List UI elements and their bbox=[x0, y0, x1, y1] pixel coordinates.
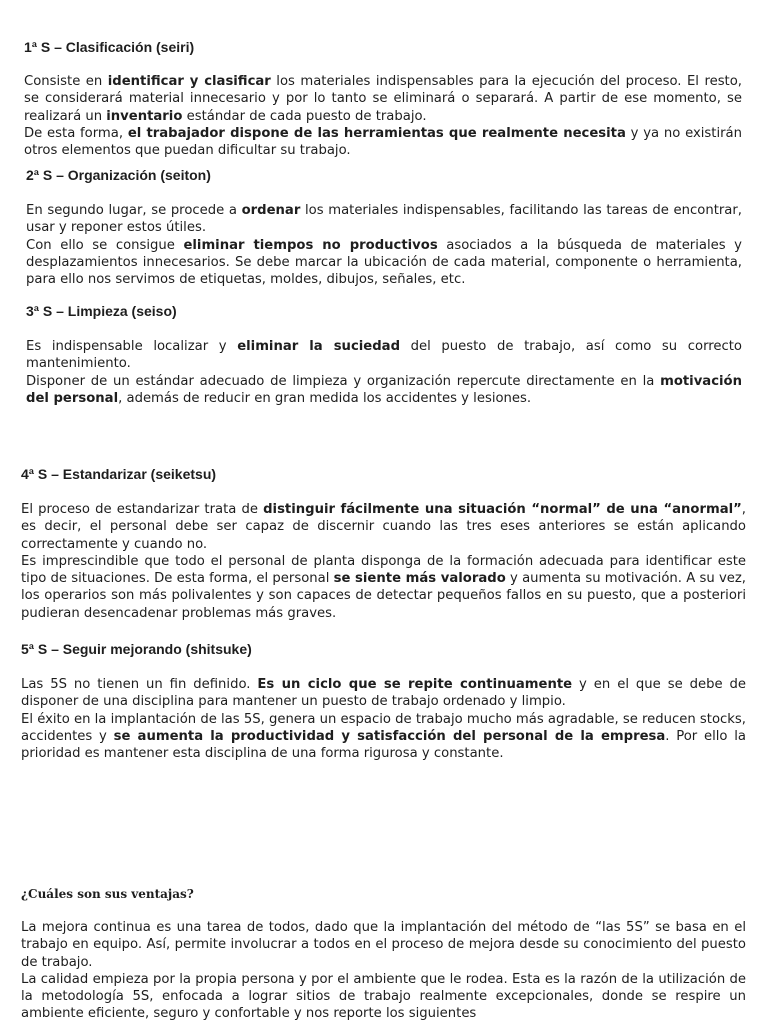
bold-text: ordenar bbox=[241, 203, 301, 218]
section-body bbox=[21, 919, 746, 1023]
text-run: Consiste en bbox=[24, 74, 108, 89]
paragraph bbox=[26, 202, 742, 237]
text-run: Es imprescindible que todo el personal de planta disponga de la formación adecuada para identificar este tipo de situaciones. De esta forma, el personal bbox=[21, 553, 746, 587]
section-heading: 4ª S – Estandarizar (seiketsu) bbox=[21, 466, 217, 482]
text-run: El proceso de estandarizar trata de bbox=[21, 502, 264, 517]
text-run: En segundo lugar, se procede a bbox=[26, 203, 242, 218]
bold-text: eliminar tiempos no productivos bbox=[183, 237, 438, 253]
text-run: , además de reducir en gran medida los accidentes y lesiones. bbox=[118, 390, 532, 406]
bold-text: Es un ciclo que se repite continuamente bbox=[257, 677, 573, 692]
bold-text: identificar y clasificar bbox=[107, 74, 271, 89]
paragraph bbox=[21, 711, 746, 763]
text-run: El éxito en la implantación de las 5S, genera un espacio de trabajo mucho más agradable, se reducen stocks, accidentes y bbox=[21, 711, 746, 744]
section-body bbox=[21, 501, 746, 622]
section-estandarizar bbox=[21, 466, 746, 622]
text-run: los materiales indispensables para la ejecución del proceso. El resto, se considerará material innecesario y por lo tanto se eliminará o separará. A partir de ese momento, se realizará un bbox=[24, 74, 742, 124]
text-run: Las 5S no tienen un fin definido. bbox=[21, 677, 258, 692]
section-seguir-mejorando bbox=[21, 641, 746, 762]
text-run: estándar de cada puesto de trabajo. bbox=[182, 108, 427, 124]
text-run: del puesto de trabajo, así como su correcto mantenimiento. bbox=[26, 339, 742, 372]
bold-text: eliminar la suciedad bbox=[237, 339, 401, 354]
section-heading: 5ª S – Seguir mejorando (shitsuke) bbox=[21, 641, 252, 657]
bold-text: el trabajador dispone de las herramientas que realmente necesita bbox=[127, 125, 626, 141]
paragraph bbox=[21, 919, 746, 971]
paragraph bbox=[21, 971, 746, 1023]
section-body bbox=[24, 73, 742, 159]
text-run: y ya no existirán otros elementos que puedan dificultar su trabajo. bbox=[24, 125, 742, 159]
paragraph bbox=[26, 338, 742, 373]
bold-text: motivación del personal bbox=[26, 373, 742, 406]
paragraph bbox=[21, 553, 746, 622]
text-run: los materiales indispensables, facilitando las tareas de encontrar, usar y reponer estos útiles. bbox=[26, 203, 742, 236]
bold-text: se aumenta la productividad y satisfacción del personal de la empresa bbox=[113, 728, 666, 744]
section-heading: 2ª S – Organización (seiton) bbox=[26, 167, 211, 183]
text-run: , es decir, el personal debe ser capaz de discernir cuando las tres eses anteriores se están aplicando correctamente y cuando no. bbox=[21, 502, 746, 552]
section-body bbox=[26, 202, 742, 288]
section-ventajas bbox=[21, 886, 746, 1023]
text-run: y en el que se debe de disponer de una disciplina para mantener un puesto de trabajo ordenado y limpio. bbox=[21, 677, 747, 710]
paragraph bbox=[26, 237, 742, 289]
section-organizacion bbox=[26, 167, 742, 288]
text-run: La mejora continua es una tarea de todos, dado que la implantación del método de “las 5S” se basa en el trabajo en equipo. Así, permite involucrar a todos en el proceso de mejora desde su conocimiento del puesto de trabajo. bbox=[21, 920, 746, 970]
section-heading: 1ª S – Clasificación (seiri) bbox=[24, 39, 195, 55]
section-clasificacion bbox=[24, 39, 742, 159]
text-run: Es indispensable localizar y bbox=[26, 339, 238, 354]
paragraph bbox=[24, 73, 742, 125]
paragraph bbox=[21, 501, 746, 553]
text-run: . Por ello la prioridad es mantener esta disciplina de una forma rigurosa y constante. bbox=[21, 728, 747, 762]
section-limpieza bbox=[26, 303, 742, 407]
bold-text: distinguir fácilmente una situación “normal” de una “anormal” bbox=[263, 502, 742, 517]
section-body bbox=[26, 338, 742, 407]
bold-text: inventario bbox=[106, 108, 183, 124]
bold-text: se siente más valorado bbox=[333, 571, 506, 587]
paragraph bbox=[21, 676, 746, 711]
text-run: La calidad empieza por la propia persona y por el ambiente que le rodea. Esta es la razón de la utilización de la metodología 5S, enfocada a lograr sitios de trabajo realmente excepcionales, donde se respire un ambiente eficiente, seguro y confortable y nos reporte los siguientes bbox=[21, 971, 746, 1022]
text-run: De esta forma, bbox=[24, 125, 128, 141]
text-run: Con ello se consigue bbox=[26, 237, 184, 253]
text-run: asociados a la búsqueda de materiales y desplazamientos innecesarios. Se debe marcar la ubicación de cada material, componente o herramienta, para ello nos servimos de etiquetas, moldes, dibujos, señales, etc. bbox=[26, 237, 742, 288]
paragraph bbox=[26, 373, 742, 408]
section-heading: 3ª S – Limpieza (seiso) bbox=[26, 303, 177, 319]
section-heading: ¿Cuáles son sus ventajas? bbox=[21, 887, 194, 901]
text-run: Disponer de un estándar adecuado de limpieza y organización repercute directamente en la bbox=[26, 373, 661, 389]
section-body bbox=[21, 676, 746, 762]
text-run: y aumenta su motivación. A su vez, los operarios son más polivalentes y son capaces de detectar pequeños fallos en su puesto, que a posteriori pudieran desencadenar problemas más graves. bbox=[21, 571, 746, 621]
paragraph bbox=[24, 125, 742, 160]
